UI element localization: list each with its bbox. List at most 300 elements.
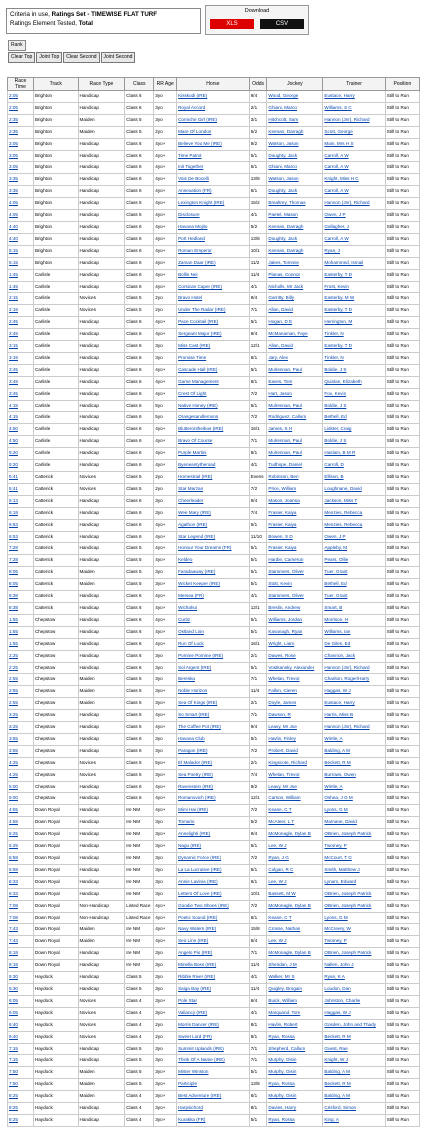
- cell-trainer[interactable]: Easterby, T D: [323, 341, 385, 353]
- cell-trainer[interactable]: Knight, Miss H C: [323, 174, 385, 186]
- cell-race-time[interactable]: 3:25: [8, 710, 34, 722]
- cell-horse[interactable]: Poetic Sound (IRE): [177, 912, 250, 924]
- cell-jockey[interactable]: Lee, W J: [267, 841, 323, 853]
- cell-race-time[interactable]: 3:55: [8, 733, 34, 745]
- cell-trainer[interactable]: Hannon (Jnr), Richard: [323, 722, 385, 734]
- cell-jockey[interactable]: Keenan, Darragh: [267, 245, 323, 257]
- cell-trainer[interactable]: Tuer, Grant: [323, 591, 385, 603]
- cell-horse[interactable]: Pole Star: [177, 995, 250, 1007]
- cell-trainer[interactable]: Owen, J P: [323, 210, 385, 222]
- cell-race-time[interactable]: 6:05: [8, 1007, 34, 1019]
- cell-horse[interactable]: Sea Poetry (IRE): [177, 769, 250, 781]
- cell-race-time[interactable]: 8:25: [8, 1114, 34, 1126]
- cell-trainer[interactable]: OBrien, Joseph Patrick: [323, 888, 385, 900]
- cell-jockey[interactable]: Leavy, Mr Joe: [267, 722, 323, 734]
- cell-horse[interactable]: Mister Winston: [177, 1067, 250, 1079]
- cell-jockey[interactable]: Kavanagh, Ryan: [267, 626, 323, 638]
- cell-race-time[interactable]: 3:05: [8, 138, 34, 150]
- cell-horse[interactable]: Corsican Caper (IRE): [177, 281, 250, 293]
- cell-race-time[interactable]: 5:20: [8, 448, 34, 460]
- header-trainer[interactable]: Trainer: [323, 78, 385, 91]
- cell-race-time[interactable]: 2:05: [8, 102, 34, 114]
- cell-horse[interactable]: Believe You Me (IRE): [177, 138, 250, 150]
- cell-horse[interactable]: Annelighti (IRE): [177, 829, 250, 841]
- cell-race-time[interactable]: 7:28: [8, 543, 34, 555]
- cell-jockey[interactable]: Nicholls, Mr Jack: [267, 281, 323, 293]
- cell-jockey[interactable]: Keane, C T: [267, 805, 323, 817]
- cell-race-time[interactable]: 3:15: [8, 341, 34, 353]
- cell-horse[interactable]: Tomario: [177, 817, 250, 829]
- cell-trainer[interactable]: Lynam, Edward: [323, 876, 385, 888]
- cell-race-time[interactable]: 3:45: [8, 376, 34, 388]
- cell-jockey[interactable]: Garritty, Billy: [267, 293, 323, 305]
- cell-trainer[interactable]: OBrien, Joseph Patrick: [323, 948, 385, 960]
- cell-race-time[interactable]: 4:15: [8, 400, 34, 412]
- cell-horse[interactable]: Miss Cast (IRE): [177, 341, 250, 353]
- cell-horse[interactable]: Mimi Hai (IRE): [177, 805, 250, 817]
- cell-jockey[interactable]: Stammers, Oliver: [267, 567, 323, 579]
- cell-trainer[interactable]: Quinlan, Elizabeth: [323, 376, 385, 388]
- cell-horse[interactable]: Summit Uplands (IRE): [177, 1043, 250, 1055]
- cell-trainer[interactable]: Carroll, A W: [323, 150, 385, 162]
- cell-horse[interactable]: Promise Time: [177, 352, 250, 364]
- cell-race-time[interactable]: 5:58: [8, 853, 34, 865]
- cell-horse[interactable]: Annie Lavinia (IRE): [177, 876, 250, 888]
- cell-trainer[interactable]: Williams, S C: [323, 102, 385, 114]
- cell-horse[interactable]: Havana Club: [177, 733, 250, 745]
- cell-trainer[interactable]: Eustace, Harry: [323, 698, 385, 710]
- cell-jockey[interactable]: McMonagle, Dylan B: [267, 829, 323, 841]
- cell-jockey[interactable]: Davies, Harry: [267, 1103, 323, 1115]
- cell-race-time[interactable]: 5:25: [8, 841, 34, 853]
- cell-jockey[interactable]: Frasier, Kaiya: [267, 507, 323, 519]
- header-jockey[interactable]: Jockey: [267, 78, 323, 91]
- header-horse[interactable]: Horse: [177, 78, 250, 91]
- cell-horse[interactable]: Pace Cocktail (IRE): [177, 317, 250, 329]
- cell-jockey[interactable]: Allan, David: [267, 341, 323, 353]
- cell-trainer[interactable]: McCourt, T G: [323, 853, 385, 865]
- cell-horse[interactable]: Sol Argent (IRE): [177, 662, 250, 674]
- cell-horse[interactable]: Mersea (FR): [177, 591, 250, 603]
- cell-trainer[interactable]: Smart, B: [323, 602, 385, 614]
- cell-race-time[interactable]: 7:50: [8, 1067, 34, 1079]
- cell-horse[interactable]: Dynamic Force (IRE): [177, 853, 250, 865]
- cell-trainer[interactable]: Beckett, R M: [323, 1031, 385, 1043]
- cell-trainer[interactable]: OBrien, Joseph Patrick: [323, 829, 385, 841]
- cell-race-time[interactable]: 4:55: [8, 805, 34, 817]
- cell-race-time[interactable]: 2:35: [8, 114, 34, 126]
- cell-trainer[interactable]: Burrows, Owen: [323, 769, 385, 781]
- header-race-type[interactable]: Race Type: [78, 78, 125, 91]
- cell-race-time[interactable]: 6:40: [8, 1031, 34, 1043]
- cell-jockey[interactable]: Doughty, Jack: [267, 233, 323, 245]
- cell-jockey[interactable]: Allan, David: [267, 305, 323, 317]
- cell-jockey[interactable]: Dawes, Rose: [267, 650, 323, 662]
- cell-race-time[interactable]: 6:53: [8, 519, 34, 531]
- cell-race-time[interactable]: 3:05: [8, 150, 34, 162]
- joint-top-button[interactable]: Joint Top: [36, 52, 62, 63]
- cell-race-time[interactable]: 7:08: [8, 900, 34, 912]
- cell-jockey[interactable]: Doughty, Jack: [267, 186, 323, 198]
- cell-horse[interactable]: Honour Your Dreams (FR): [177, 543, 250, 555]
- cell-trainer[interactable]: Nallen, John J: [323, 960, 385, 972]
- cell-jockey[interactable]: Keenan, Darragh: [267, 221, 323, 233]
- cell-race-time[interactable]: 6:33: [8, 888, 34, 900]
- cell-jockey[interactable]: Dawson, R: [267, 710, 323, 722]
- cell-trainer[interactable]: Main, Mrs H S: [323, 138, 385, 150]
- cell-race-time[interactable]: 2:45: [8, 317, 34, 329]
- cell-jockey[interactable]: Ryan, Rossa: [267, 1079, 323, 1091]
- header-odds[interactable]: Odds: [249, 78, 267, 91]
- cell-trainer[interactable]: Crisford, Simon: [323, 1103, 385, 1115]
- cell-trainer[interactable]: Johnston, Charlie: [323, 995, 385, 1007]
- cell-trainer[interactable]: Ellison, B: [323, 472, 385, 484]
- cell-trainer[interactable]: Bethell, Ed: [323, 412, 385, 424]
- cell-race-time[interactable]: 1:45: [8, 281, 34, 293]
- cell-race-time[interactable]: 6:05: [8, 995, 34, 1007]
- cell-horse[interactable]: Sea Of Kings (IRE): [177, 698, 250, 710]
- cell-jockey[interactable]: Hart, Jason: [267, 388, 323, 400]
- cell-jockey[interactable]: Marquand, Tom: [267, 1007, 323, 1019]
- cell-trainer[interactable]: Morrison, H: [323, 614, 385, 626]
- header-race-time[interactable]: Race Time: [8, 78, 34, 91]
- cell-trainer[interactable]: Haggas, W J: [323, 1007, 385, 1019]
- cell-trainer[interactable]: Marnane, David: [323, 817, 385, 829]
- cell-trainer[interactable]: Knight, W J: [323, 1055, 385, 1067]
- cell-race-time[interactable]: 7:50: [8, 1079, 34, 1091]
- cell-race-time[interactable]: 2:35: [8, 126, 34, 138]
- cell-horse[interactable]: Havana Mojito: [177, 221, 250, 233]
- cell-horse[interactable]: Wee Mary (IRE): [177, 507, 250, 519]
- cell-race-time[interactable]: 8:18: [8, 960, 34, 972]
- cell-race-time[interactable]: 1:55: [8, 614, 34, 626]
- cell-race-time[interactable]: 2:15: [8, 305, 34, 317]
- cell-horse[interactable]: Bereska: [177, 674, 250, 686]
- cell-race-time[interactable]: 3:35: [8, 174, 34, 186]
- cell-trainer[interactable]: Menzies, Rebecca: [323, 507, 385, 519]
- cell-race-time[interactable]: 8:38: [8, 591, 34, 603]
- cell-horse[interactable]: Best Adventure (IRE): [177, 1091, 250, 1103]
- cell-race-time[interactable]: 5:30: [8, 972, 34, 984]
- cell-jockey[interactable]: Mulrennan, Paul: [267, 400, 323, 412]
- cell-race-time[interactable]: 6:40: [8, 1019, 34, 1031]
- cell-trainer[interactable]: Boldie, J S: [323, 436, 385, 448]
- cell-jockey[interactable]: McMonagle, Dylan B: [267, 948, 323, 960]
- cell-jockey[interactable]: Buick, William: [267, 995, 323, 1007]
- cell-horse[interactable]: Cheerleader: [177, 495, 250, 507]
- cell-jockey[interactable]: Frasier, Kaiya: [267, 543, 323, 555]
- cell-race-time[interactable]: 7:15: [8, 1055, 34, 1067]
- cell-jockey[interactable]: Lee, W J: [267, 936, 323, 948]
- cell-trainer[interactable]: Boldie, J S: [323, 400, 385, 412]
- cell-jockey[interactable]: Ryan, Rossa: [267, 1031, 323, 1043]
- cell-horse[interactable]: Participle: [177, 1079, 250, 1091]
- cell-jockey[interactable]: Rodriguez, Callum: [267, 412, 323, 424]
- cell-jockey[interactable]: Doyle, James: [267, 698, 323, 710]
- cell-race-time[interactable]: 7:15: [8, 1043, 34, 1055]
- cell-horse[interactable]: Morris Dancer (IRE): [177, 1019, 250, 1031]
- cell-jockey[interactable]: Bassett, M W: [267, 888, 323, 900]
- cell-race-time[interactable]: 5:41: [8, 472, 34, 484]
- cell-race-time[interactable]: 5:30: [8, 983, 34, 995]
- cell-race-time[interactable]: 6:18: [8, 507, 34, 519]
- cell-horse[interactable]: Disclosure: [177, 210, 250, 222]
- cell-horse[interactable]: Paragon (IRE): [177, 745, 250, 757]
- cell-horse[interactable]: Nagu (IRE): [177, 841, 250, 853]
- cell-jockey[interactable]: Stammers, Oliver: [267, 591, 323, 603]
- cell-horse[interactable]: Lexington Knight (IRE): [177, 198, 250, 210]
- cell-race-time[interactable]: 3:15: [8, 352, 34, 364]
- cell-trainer[interactable]: Lyons, G M: [323, 805, 385, 817]
- cell-race-time[interactable]: 4:25: [8, 769, 34, 781]
- cell-race-time[interactable]: 8:05: [8, 567, 34, 579]
- cell-race-time[interactable]: 4:05: [8, 198, 34, 210]
- cell-race-time[interactable]: 3:25: [8, 722, 34, 734]
- cell-jockey[interactable]: Planas, Connor: [267, 269, 323, 281]
- cell-trainer[interactable]: Appleby, M: [323, 543, 385, 555]
- cell-jockey[interactable]: Williams, Jordan: [267, 614, 323, 626]
- cell-horse[interactable]: Ribble River (IRE): [177, 972, 250, 984]
- rank-button[interactable]: Rank: [8, 40, 26, 51]
- cell-jockey[interactable]: McMonagle, Dylan B: [267, 900, 323, 912]
- cell-trainer[interactable]: Williams, Ian: [323, 626, 385, 638]
- cell-trainer[interactable]: Tinkler, N: [323, 329, 385, 341]
- cell-horse[interactable]: Native Honey (IRE): [177, 400, 250, 412]
- cell-jockey[interactable]: Whelan, Trevor: [267, 674, 323, 686]
- cell-race-time[interactable]: 1:55: [8, 638, 34, 650]
- cell-jockey[interactable]: Murphy, Oisin: [267, 1067, 323, 1079]
- cell-trainer[interactable]: Carroll, A W: [323, 233, 385, 245]
- cell-horse[interactable]: Faradaaway (IRE): [177, 567, 250, 579]
- cell-horse[interactable]: So Smart (IRE): [177, 710, 250, 722]
- cell-trainer[interactable]: Ryan, J: [323, 245, 385, 257]
- cell-jockey[interactable]: Stott, Kevin: [267, 579, 323, 591]
- cell-horse[interactable]: Keldeo: [177, 555, 250, 567]
- cell-jockey[interactable]: Havlin, Finley: [267, 733, 323, 745]
- cell-jockey[interactable]: Crosse, Nathan: [267, 924, 323, 936]
- cell-jockey[interactable]: Sheridan, J M: [267, 960, 323, 972]
- cell-race-time[interactable]: 4:55: [8, 817, 34, 829]
- cell-race-time[interactable]: 5:41: [8, 483, 34, 495]
- cell-trainer[interactable]: Carroll, A W: [323, 186, 385, 198]
- cell-horse[interactable]: Sweet Lord (FR): [177, 1031, 250, 1043]
- cell-jockey[interactable]: Brealtrey, Thomas: [267, 198, 323, 210]
- cell-trainer[interactable]: Channon, Jack: [323, 650, 385, 662]
- cell-trainer[interactable]: Beckett, R M: [323, 757, 385, 769]
- cell-trainer[interactable]: Harris, Miss B: [323, 710, 385, 722]
- cell-trainer[interactable]: Chariton, Roger/Harry: [323, 674, 385, 686]
- cell-horse[interactable]: Kisskodi (IRE): [177, 91, 250, 103]
- cell-race-time[interactable]: 4:25: [8, 757, 34, 769]
- cell-horse[interactable]: Goodie Two Shoes (IRE): [177, 900, 250, 912]
- cell-race-time[interactable]: 8:18: [8, 948, 34, 960]
- cell-horse[interactable]: Curtiz: [177, 614, 250, 626]
- cell-jockey[interactable]: Mulrennan, Paul: [267, 436, 323, 448]
- cell-jockey[interactable]: Mulrennan, Paul: [267, 448, 323, 460]
- cell-jockey[interactable]: Mason, Joanna: [267, 495, 323, 507]
- cell-jockey[interactable]: Hitchcott, Sam: [267, 114, 323, 126]
- cell-jockey[interactable]: James, S H: [267, 424, 323, 436]
- cell-jockey[interactable]: Hardie, Cameron: [267, 555, 323, 567]
- cell-race-time[interactable]: 7:08: [8, 912, 34, 924]
- cell-race-time[interactable]: 5:58: [8, 864, 34, 876]
- cell-horse[interactable]: Star Legend (IRE): [177, 531, 250, 543]
- cell-horse[interactable]: Saiga Bay (IRE): [177, 983, 250, 995]
- cell-horse[interactable]: Zaman Daar (IRE): [177, 257, 250, 269]
- cell-horse[interactable]: Roman Emperor: [177, 245, 250, 257]
- cell-jockey[interactable]: Ghiani, Marco: [267, 162, 323, 174]
- cell-jockey[interactable]: Murphy, Oisin: [267, 1055, 323, 1067]
- cell-race-time[interactable]: 3:55: [8, 745, 34, 757]
- cell-trainer[interactable]: Scott, George: [323, 126, 385, 138]
- cell-horse[interactable]: Noble Horizon: [177, 686, 250, 698]
- cell-jockey[interactable]: Vostkansky, Alexander: [267, 662, 323, 674]
- cell-trainer[interactable]: Guest, Rae: [323, 1043, 385, 1055]
- cell-trainer[interactable]: Smith, Matthew J: [323, 864, 385, 876]
- cell-horse[interactable]: Star Marzan: [177, 483, 250, 495]
- cell-jockey[interactable]: Jary, Alex: [267, 352, 323, 364]
- cell-horse[interactable]: Bravo Hotel: [177, 293, 250, 305]
- cell-jockey[interactable]: Hogan, D E: [267, 317, 323, 329]
- header-track[interactable]: Track: [33, 78, 78, 91]
- cell-trainer[interactable]: Frost, Kevin: [323, 281, 385, 293]
- cell-trainer[interactable]: Carroll, A W: [323, 162, 385, 174]
- cell-jockey[interactable]: Watson, Jason: [267, 138, 323, 150]
- cell-trainer[interactable]: Hannon (Jnr), Richard: [323, 198, 385, 210]
- cell-race-time[interactable]: 6:53: [8, 531, 34, 543]
- cell-jockey[interactable]: Wood, George: [267, 91, 323, 103]
- cell-jockey[interactable]: Shepherd, Callum: [267, 1043, 323, 1055]
- cell-race-time[interactable]: 2:55: [8, 686, 34, 698]
- cell-horse[interactable]: Under The Radar (IRE): [177, 305, 250, 317]
- cell-horse[interactable]: Minella Boss (IRE): [177, 960, 250, 972]
- cell-horse[interactable]: Kurakka (FR): [177, 1114, 250, 1126]
- cell-horse[interactable]: Harpsichord: [177, 1103, 250, 1115]
- cell-horse[interactable]: Game Management: [177, 376, 250, 388]
- cell-horse[interactable]: Orangesandlemons: [177, 412, 250, 424]
- cell-trainer[interactable]: Gallagher, J: [323, 221, 385, 233]
- cell-trainer[interactable]: Jackson, Miss T: [323, 495, 385, 507]
- cell-horse[interactable]: Navy Waters (IRE): [177, 924, 250, 936]
- cell-horse[interactable]: El Malador (IRE): [177, 757, 250, 769]
- cell-jockey[interactable]: Wright, Liam: [267, 638, 323, 650]
- cell-trainer[interactable]: Herrington, M: [323, 317, 385, 329]
- cell-race-time[interactable]: 4:05: [8, 210, 34, 222]
- cell-race-time[interactable]: 3:35: [8, 186, 34, 198]
- cell-race-time[interactable]: 8:25: [8, 1103, 34, 1115]
- cell-horse[interactable]: Bravo Of Course: [177, 436, 250, 448]
- cell-horse[interactable]: Mare Of London: [177, 126, 250, 138]
- cell-jockey[interactable]: Breslin, Andrew: [267, 602, 323, 614]
- cell-trainer[interactable]: Wintle, A: [323, 781, 385, 793]
- cell-jockey[interactable]: Ghiani, Marco: [267, 102, 323, 114]
- cell-jockey[interactable]: Bowen, S D: [267, 531, 323, 543]
- cell-jockey[interactable]: Leavy, Mr Joe: [267, 781, 323, 793]
- cell-trainer[interactable]: Gosden, John and Thady: [323, 1019, 385, 1031]
- csv-download-button[interactable]: CSV: [260, 19, 304, 29]
- cell-trainer[interactable]: Loughnane, David: [323, 483, 385, 495]
- cell-trainer[interactable]: Twomey, P: [323, 936, 385, 948]
- cell-horse[interactable]: Byeneantytheroad: [177, 460, 250, 472]
- cell-race-time[interactable]: 5:00: [8, 793, 34, 805]
- cell-race-time[interactable]: 4:50: [8, 436, 34, 448]
- cell-race-time[interactable]: 3:45: [8, 364, 34, 376]
- cell-jockey[interactable]: Carson, William: [267, 793, 323, 805]
- cell-trainer[interactable]: Balding, A M: [323, 1091, 385, 1103]
- cell-horse[interactable]: Letters Of Love (IRE): [177, 888, 250, 900]
- cell-race-time[interactable]: 2:55: [8, 698, 34, 710]
- cell-trainer[interactable]: Eustace, Harry: [323, 91, 385, 103]
- cell-trainer[interactable]: Lyons, G M: [323, 912, 385, 924]
- cell-trainer[interactable]: Easterby, T D: [323, 269, 385, 281]
- cell-trainer[interactable]: Balding, A M: [323, 745, 385, 757]
- cell-horse[interactable]: Pomme Pomme (IRE): [177, 650, 250, 662]
- cell-race-time[interactable]: 7:43: [8, 936, 34, 948]
- cell-horse[interactable]: Time Patrol: [177, 150, 250, 162]
- cell-jockey[interactable]: Watson, Jason: [267, 174, 323, 186]
- cell-race-time[interactable]: 4:40: [8, 233, 34, 245]
- cell-race-time[interactable]: 6:33: [8, 876, 34, 888]
- cell-horse[interactable]: Init Together: [177, 162, 250, 174]
- cell-horse[interactable]: Crest Of Light: [177, 388, 250, 400]
- cell-race-time[interactable]: 5:20: [8, 460, 34, 472]
- cell-trainer[interactable]: Pears, Ollie: [323, 555, 385, 567]
- clear-second-button[interactable]: Clear Second: [63, 52, 99, 63]
- cell-horse[interactable]: Sergeant Major (IRE): [177, 329, 250, 341]
- cell-trainer[interactable]: Ryan, K A: [323, 972, 385, 984]
- cell-horse[interactable]: Seo Linn (IRE): [177, 936, 250, 948]
- header-class[interactable]: Class: [125, 78, 154, 91]
- header-position[interactable]: Position: [385, 78, 419, 91]
- cell-jockey[interactable]: McAteer, L T: [267, 817, 323, 829]
- cell-jockey[interactable]: Probert, David: [267, 745, 323, 757]
- cell-jockey[interactable]: Tudhope, Daniel: [267, 460, 323, 472]
- cell-trainer[interactable]: King, A: [323, 1114, 385, 1126]
- cell-jockey[interactable]: Robinson, Ben: [267, 472, 323, 484]
- cell-trainer[interactable]: Lidster, Craig: [323, 424, 385, 436]
- cell-horse[interactable]: Angelo Pio (IRE): [177, 948, 250, 960]
- clear-top-button[interactable]: Clear Top: [8, 52, 35, 63]
- cell-race-time[interactable]: 6:13: [8, 495, 34, 507]
- cell-horse[interactable]: Cascade Hall (IRE): [177, 364, 250, 376]
- cell-trainer[interactable]: Mohammed, Ismail: [323, 257, 385, 269]
- cell-horse[interactable]: Corniche Girl (IRE): [177, 114, 250, 126]
- cell-horse[interactable]: Blutterontheibus (IRE): [177, 424, 250, 436]
- cell-jockey[interactable]: Kingscote, Richard: [267, 757, 323, 769]
- cell-jockey[interactable]: Lee, W J: [267, 876, 323, 888]
- cell-horse[interactable]: Wichahui: [177, 602, 250, 614]
- cell-race-time[interactable]: 1:45: [8, 269, 34, 281]
- cell-race-time[interactable]: 8:25: [8, 1091, 34, 1103]
- cell-trainer[interactable]: Owen, J P: [323, 531, 385, 543]
- cell-race-time[interactable]: 4:40: [8, 221, 34, 233]
- cell-race-time[interactable]: 7:43: [8, 924, 34, 936]
- joint-second-button[interactable]: Joint Second: [101, 52, 136, 63]
- cell-trainer[interactable]: Bethell, Ed: [323, 579, 385, 591]
- cell-jockey[interactable]: Keane, C T: [267, 912, 323, 924]
- cell-trainer[interactable]: Menzies, Rebecca: [323, 519, 385, 531]
- cell-race-time[interactable]: 5:25: [8, 829, 34, 841]
- cell-race-time[interactable]: 2:15: [8, 293, 34, 305]
- cell-jockey[interactable]: Eaves, Tom: [267, 376, 323, 388]
- xls-download-button[interactable]: XLS: [210, 19, 254, 29]
- cell-horse[interactable]: Annexation (FR): [177, 186, 250, 198]
- cell-trainer[interactable]: McCreery, W: [323, 924, 385, 936]
- cell-trainer[interactable]: Wintle, A: [323, 733, 385, 745]
- cell-horse[interactable]: Romanovich (IRE): [177, 793, 250, 805]
- cell-horse[interactable]: Port Hedland: [177, 233, 250, 245]
- cell-horse[interactable]: Ravenstein (IRE): [177, 781, 250, 793]
